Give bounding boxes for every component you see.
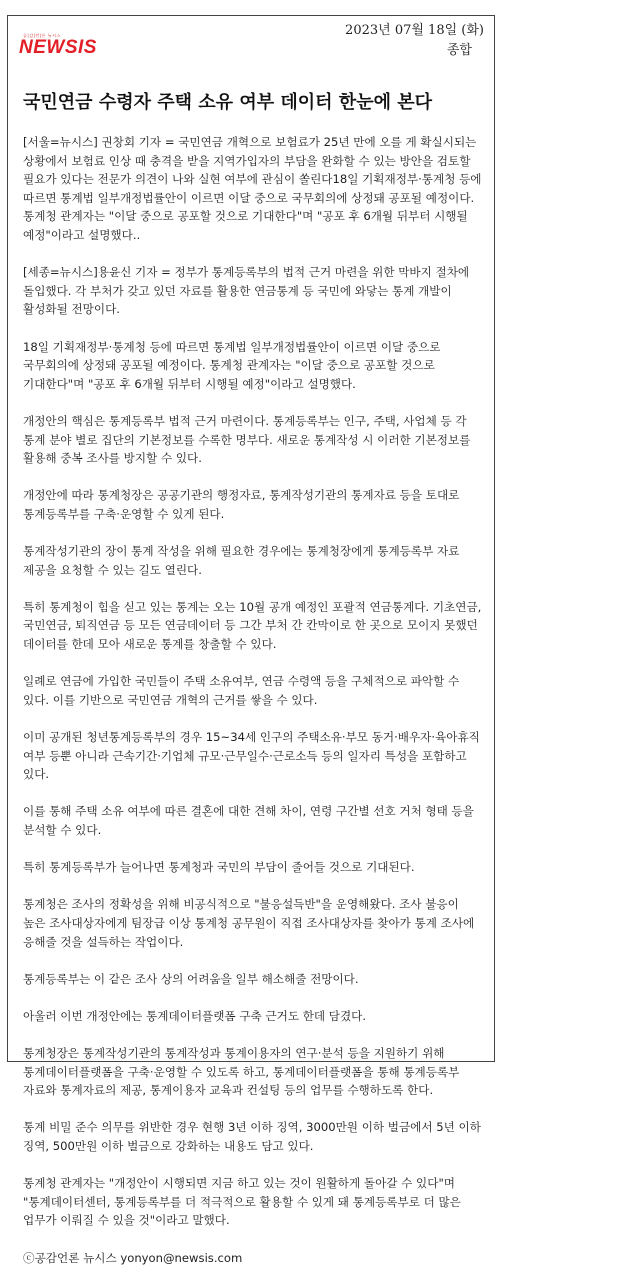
logo-tagline: 공|감|언|론 뉴시스 xyxy=(23,33,61,38)
paragraph: 통계등록부는 이 같은 조사 상의 어려움을 일부 해소해줄 전망이다. xyxy=(23,971,359,986)
paragraph: [세종=뉴시스]용윤신 기자 = 정부가 통계등록부의 법적 근거 마련을 위한 막바지 절차에 돌입했다. 각 부처가 갖고 있던 자료를 활용한 연금통계 등 국민에 와닿는 통계 개발이 활성화될 전망이다. xyxy=(23,265,470,317)
article-date: 2023년 07월 18일 (화) xyxy=(345,23,484,38)
paragraph: 특히 통계등록부가 늘어나면 통계청과 국민의 부담이 줄어들 것으로 기대된다. xyxy=(23,860,415,875)
paragraph: 일례로 연금에 가입한 국민들이 주택 소유여부, 연금 수령액 등을 구체적으로 파악할 수 있다. 이를 기반으로 국민연금 개혁의 근거를 쌓을 수 있다. xyxy=(23,674,460,707)
paragraph: 통계청은 조사의 정확성을 위해 비공식적으로 "불응설득반"을 운영해왔다. 조사 불응이 높은 조사대상자에게 팀장급 이상 통계청 공무원이 직접 조사대상자를 찾아가 통계 조사에 응해줄 것을 설득하는 작업이다. xyxy=(23,897,475,949)
article-frame xyxy=(7,15,495,1265)
paragraph: 통계청장은 통계작성기관의 통계작성과 통계이용자의 연구·분석 등을 지원하기 위해 통계데이터플랫폼을 구축·운영할 수 있도록 하고, 통계데이터플랫폼을 통해 통계등록부 자료와 통계자료의 제공, 통계이용자 교육과 컨설팅 등의 업무를 수행하도록 한다. xyxy=(23,1046,460,1098)
paragraph: 통계 비밀 준수 의무를 위반한 경우 현행 3년 이하 징역, 3000만원 이하 벌금에서 5년 이하 징역, 500만원 이하 벌금으로 강화하는 내용도 담고 있다. xyxy=(23,1120,481,1154)
copyright-line: ⓒ공감언론 뉴시스 yonyon@newsis.com xyxy=(23,1250,243,1265)
newsis-logo xyxy=(19,33,97,57)
paragraph: 통계작성기관의 장이 통계 작성을 위해 필요한 경우에는 통계청장에게 통계등록부 자료 제공을 요청할 수 있는 길도 열린다. xyxy=(23,544,460,577)
paragraph: 이를 통해 주택 소유 여부에 따른 결혼에 대한 견해 차이, 연령 구간별 선호 거처 형태 등을 분석할 수 있다. xyxy=(23,804,474,837)
article-section: 종합 xyxy=(446,43,472,58)
article-body xyxy=(23,133,483,1286)
paragraph: 개정안의 핵심은 통계등록부 법적 근거 마련이다. 통계등록부는 인구, 주택, 사업체 등 각 통계 분야 별로 집단의 기본정보를 수록한 명부다. 새로운 통계작성 시 이러한 기본정보를 활용해 중복 조사를 방지할 수 있다. xyxy=(23,413,471,466)
paragraph: 18일 기획재정부·통계청 등에 따르면 통계법 일부개정법률안이 이르면 이달 중으로 국무회의에 상정돼 공포될 예정이다. 통계청 관계자는 "이달 중으로 공포할 것으로 기대한다"며 "공포 후 6개월 뒤부터 시행될 예정"이라고 설명했다. xyxy=(23,339,441,391)
article-title: 국민연금 수령자 주택 소유 여부 데이터 한눈에 본다 xyxy=(23,92,433,113)
paragraph: 이미 공개된 청년통계등록부의 경우 15~34세 인구의 주택소유·부모 동거·배우자·육아휴직 여부 등뿐 아니라 근속기간·기업체 규모·근무일수·근로소득 등의 일자리 특성을 포함하고 있다. xyxy=(23,730,480,782)
paragraph: 개정안에 따라 통계청장은 공공기관의 행정자료, 통계작성기관의 통계자료 등을 토대로 통계등록부를 구축·운영할 수 있게 된다. xyxy=(23,488,460,521)
paragraph: 통계청 관계자는 "개정안이 시행되면 지금 하고 있는 것이 원활하게 돌아갈 수 있다"며 "통계데이터센터, 통계등록부를 더 적극적으로 활용할 수 있게 돼 통계등록부로 더 많은 업무가 이뤄질 수 있을 것"이라고 말했다. xyxy=(23,1176,461,1228)
paragraph: [서울=뉴시스] 권창회 기자 = 국민연금 개혁으로 보험료가 25년 만에 오를 게 확실시되는 상황에서 보험료 인상 때 충격을 받을 지역가입자의 부담을 완화할 수 있는 방안을 검토할 필요가 있다는 전문가 의견이 나와 실현 여부에 관심이 쏠린다18일 기획재정부·통계청 등에 따르면 통계법 일부개정법률안이 이르면 이달 중으로 국무회의에 상정돼 공포될 예정이다. 통계청 관계자는 "이달 중으로 공포할 것으로 기대한다"며 "공포 후 6개월 뒤부터 시행될 예정"이라고 설명했다.. xyxy=(23,135,482,242)
paragraph: 특히 통계청이 힘을 싣고 있는 통계는 오는 10월 공개 예정인 포괄적 연금통계다. 기초연금, 국민연금, 퇴직연금 등 모든 연금데이터 등 그간 부처 간 칸막이로 한 곳으로 모이지 못했던 데이터를 한데 모아 새로운 통계를 창출할 수 있다. xyxy=(23,599,482,652)
paragraph: 아울러 이번 개정안에는 통계데이터플랫폼 구축 근거도 한데 담겼다. xyxy=(23,1008,367,1023)
logo-text: NEWSIS xyxy=(19,37,97,58)
